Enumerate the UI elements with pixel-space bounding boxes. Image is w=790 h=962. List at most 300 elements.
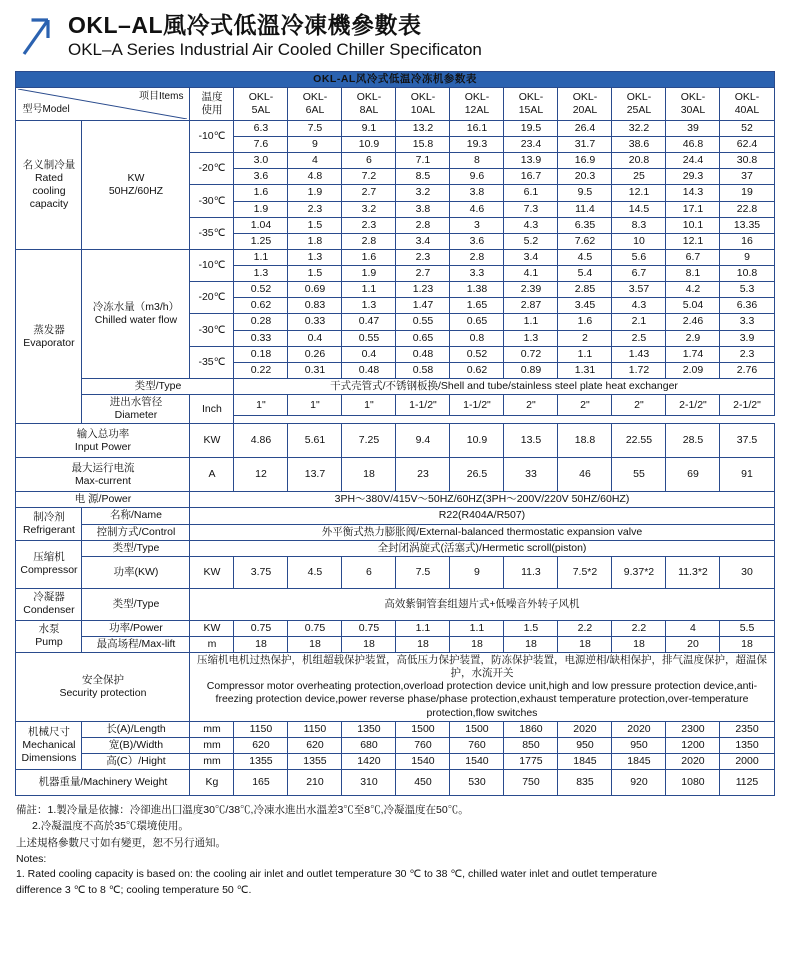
max-current-4: 26.5: [450, 458, 504, 492]
dimension-width-9: 1350: [720, 737, 774, 753]
power-supply-value: 3PH～380V/415V～50HZ/60HZ(3PH～200V/220V 50HZ/60HZ): [190, 492, 774, 508]
dimension-height-9: 2000: [720, 753, 774, 769]
evap--20-top-9: 5.3: [720, 282, 774, 298]
evap--30-top-1: 0.33: [288, 314, 342, 330]
input-power-7: 22.55: [612, 424, 666, 458]
compressor-power-0: 3.75: [234, 556, 288, 588]
capacity--30-top-5: 6.1: [504, 185, 558, 201]
pump-lift-4: 18: [450, 636, 504, 652]
evap-diameter-7: 2": [612, 395, 666, 416]
evap-type-value: 干式壳管式/不锈钢板换/Shell and tube/stainless steel plate heat exchanger: [234, 378, 774, 394]
arrow-logo-icon: [18, 14, 64, 58]
evap-diameter-5: 2": [504, 395, 558, 416]
compressor-power-unit: KW: [190, 556, 234, 588]
capacity--20-bot-8: 29.3: [666, 169, 720, 185]
capacity--35-bot-1: 1.8: [288, 233, 342, 249]
dimension-unit-width: mm: [190, 737, 234, 753]
evap--20-bot-7: 4.3: [612, 298, 666, 314]
capacity--20-bot-4: 9.6: [450, 169, 504, 185]
evap-type-label: 类型/Type: [82, 378, 234, 394]
capacity--30-top-8: 14.3: [666, 185, 720, 201]
evap-diameter-4: 1-1/2": [450, 395, 504, 416]
model-header-row: [16, 87, 774, 120]
note-line-1: 備註：1.製冷量是依據：冷卻進出囗溫度30℃/38℃,冷凍水進出水溫差3℃至8℃,冷凝溫度在50℃。: [16, 804, 469, 817]
capacity--35-top-5: 4.3: [504, 217, 558, 233]
evap--20-bot-9: 6.36: [720, 298, 774, 314]
weight-3: 450: [396, 770, 450, 796]
pump-power-unit: KW: [190, 620, 234, 636]
evap--30-top-4: 0.65: [450, 314, 504, 330]
max-current-8: 69: [666, 458, 720, 492]
evap--10-bot-5: 4.1: [504, 266, 558, 282]
capacity--10-bot-2: 10.9: [342, 137, 396, 153]
dimension-width-2: 680: [342, 737, 396, 753]
capacity--10-top-7: 32.2: [612, 120, 666, 136]
dimension-length-2: 1350: [342, 721, 396, 737]
evap--20-bot-8: 5.04: [666, 298, 720, 314]
dimension-width-4: 760: [450, 737, 504, 753]
evap--35-bot-9: 2.76: [720, 362, 774, 378]
pump-lift-label: 最高场程/Max-lift: [82, 636, 190, 652]
table-banner: OKL-AL风冷式低温冷冻机参数表: [16, 71, 774, 87]
evap--30-bot-2: 0.55: [342, 330, 396, 346]
model-header-9: OKL- 40AL: [720, 87, 774, 120]
evap--10-bot-8: 8.1: [666, 266, 720, 282]
capacity--35-bot-7: 10: [612, 233, 666, 249]
capacity--20-top-7: 20.8: [612, 153, 666, 169]
evap-diameter-6: 2": [558, 395, 612, 416]
pump-lift-7: 18: [612, 636, 666, 652]
capacity--35-bot-6: 7.62: [558, 233, 612, 249]
model-header-0: OKL- 5AL: [234, 87, 288, 120]
capacity--35-bot-2: 2.8: [342, 233, 396, 249]
weight-1: 210: [288, 770, 342, 796]
weight-5: 750: [504, 770, 558, 796]
capacity--30-top-7: 12.1: [612, 185, 666, 201]
evap--20-bot-4: 1.65: [450, 298, 504, 314]
input-power-4: 10.9: [450, 424, 504, 458]
capacity--35-top-3: 2.8: [396, 217, 450, 233]
capacity--10-top-2: 9.1: [342, 120, 396, 136]
dimension-width-6: 950: [558, 737, 612, 753]
evap--35-bot-3: 0.58: [396, 362, 450, 378]
pump-lift-9: 18: [720, 636, 774, 652]
compressor-type-value: 全封闭涡旋式(活塞式)/Hermetic scroll(piston): [190, 540, 774, 556]
input-power-0: 4.86: [234, 424, 288, 458]
section-label-dimensions: 机械尺寸 Mechanical Dimensions: [16, 721, 82, 769]
evap--10-top-3: 2.3: [396, 249, 450, 265]
capacity--35-bot-3: 3.4: [396, 233, 450, 249]
pump-power-2: 0.75: [342, 620, 396, 636]
max-current-1: 13.7: [288, 458, 342, 492]
pump-lift-3: 18: [396, 636, 450, 652]
capacity-temp--35: -35℃: [190, 217, 234, 249]
dimension-length-7: 2020: [612, 721, 666, 737]
compressor-power-3: 7.5: [396, 556, 450, 588]
capacity--35-top-8: 10.1: [666, 217, 720, 233]
input-power-1: 5.61: [288, 424, 342, 458]
max-current-0: 12: [234, 458, 288, 492]
evap--10-top-0: 1.1: [234, 249, 288, 265]
evap--20-bot-2: 1.3: [342, 298, 396, 314]
capacity--30-top-4: 3.8: [450, 185, 504, 201]
max-current-7: 55: [612, 458, 666, 492]
capacity--35-top-2: 2.3: [342, 217, 396, 233]
capacity--20-top-9: 30.8: [720, 153, 774, 169]
capacity--30-bot-0: 1.9: [234, 201, 288, 217]
safety-label: 安全保护 Security protection: [16, 653, 190, 722]
dimension-length-4: 1500: [450, 721, 504, 737]
evap--10-bot-2: 1.9: [342, 266, 396, 282]
weight-0: 165: [234, 770, 288, 796]
dimension-width-7: 950: [612, 737, 666, 753]
dimension-length-0: 1150: [234, 721, 288, 737]
evap--20-bot-0: 0.62: [234, 298, 288, 314]
page-title-en: OKL–A Series Industrial Air Cooled Chiller Specificaton: [68, 40, 482, 60]
evap--35-bot-6: 1.31: [558, 362, 612, 378]
compressor-power-9: 30: [720, 556, 774, 588]
capacity--30-bot-3: 3.8: [396, 201, 450, 217]
pump-lift-6: 18: [558, 636, 612, 652]
evap-diameter-1: 1": [288, 395, 342, 416]
capacity--20-top-1: 4: [288, 153, 342, 169]
note-line-6: difference 3 ℃ to 8 ℃; cooling temperature 50 ℃.: [16, 883, 252, 896]
dimension-label-height: 高(C）/Hight: [82, 753, 190, 769]
input-power-8: 28.5: [666, 424, 720, 458]
evap--30-top-7: 2.1: [612, 314, 666, 330]
capacity--20-top-3: 7.1: [396, 153, 450, 169]
evap-diameter-unit: Inch: [190, 395, 234, 424]
evap-temp--10: -10℃: [190, 249, 234, 281]
refrigerant-control-value: 外平衡式热力膨胀阀/External-balanced thermostatic expansion valve: [190, 524, 774, 540]
capacity--35-top-0: 1.04: [234, 217, 288, 233]
evap--20-top-5: 2.39: [504, 282, 558, 298]
dimension-height-2: 1420: [342, 753, 396, 769]
evap--10-bot-7: 6.7: [612, 266, 666, 282]
model-header-4: OKL- 12AL: [450, 87, 504, 120]
evap--30-bot-0: 0.33: [234, 330, 288, 346]
safety-value: [190, 653, 774, 722]
capacity--30-top-1: 1.9: [288, 185, 342, 201]
max-current-5: 33: [504, 458, 558, 492]
refrigerant-name-label: 名称/Name: [82, 508, 190, 524]
compressor-power-2: 6: [342, 556, 396, 588]
evap--20-bot-1: 0.83: [288, 298, 342, 314]
capacity--10-bot-4: 19.3: [450, 137, 504, 153]
capacity--35-top-7: 8.3: [612, 217, 666, 233]
capacity--30-bot-8: 17.1: [666, 201, 720, 217]
power-supply-label: 电 源/Power: [16, 492, 190, 508]
evap-flow-label: 冷冻水量（m3/h） Chilled water flow: [82, 249, 190, 378]
evap--35-top-0: 0.18: [234, 346, 288, 362]
pump-power-3: 1.1: [396, 620, 450, 636]
dimension-height-5: 1775: [504, 753, 558, 769]
evap--20-bot-3: 1.47: [396, 298, 450, 314]
weight-2: 310: [342, 770, 396, 796]
capacity--20-top-0: 3.0: [234, 153, 288, 169]
evap--30-bot-1: 0.4: [288, 330, 342, 346]
condenser-type-value: 高效紫铜管套组翅片式+低噪音外转子风机: [190, 588, 774, 620]
section-label-compressor: 压缩机 Compressor: [16, 540, 82, 588]
capacity--20-bot-1: 4.8: [288, 169, 342, 185]
dimension-label-length: 长(A)/Length: [82, 721, 190, 737]
max-current-9: 91: [720, 458, 774, 492]
max-current-row: [16, 458, 774, 492]
evap--35-bot-1: 0.31: [288, 362, 342, 378]
pump-lift-row: [16, 636, 774, 652]
dimension-width-1: 620: [288, 737, 342, 753]
evap-diameter-label: 进出水管径 Diameter: [82, 395, 190, 424]
capacity--35-bot-4: 3.6: [450, 233, 504, 249]
pump-power-0: 0.75: [234, 620, 288, 636]
compressor-type-label: 类型/Type: [82, 540, 190, 556]
evap--10-top-2: 1.6: [342, 249, 396, 265]
evap--20-bot-6: 3.45: [558, 298, 612, 314]
dimension-height-3: 1540: [396, 753, 450, 769]
max-current-label: 最大运行电流 Max-current: [16, 458, 190, 492]
evap--30-bot-7: 2.5: [612, 330, 666, 346]
model-header-3: OKL- 10AL: [396, 87, 450, 120]
capacity--35-top-1: 1.5: [288, 217, 342, 233]
evap--35-top-8: 1.74: [666, 346, 720, 362]
compressor-type-row: [16, 540, 774, 556]
capacity--10-top-1: 7.5: [288, 120, 342, 136]
capacity-unit-label: KW 50HZ/60HZ: [82, 120, 190, 249]
refrigerant-name-value: R22(R404A/R507): [190, 508, 774, 524]
dimension-row-width: [16, 737, 774, 753]
evap-diameter-row: [16, 395, 774, 416]
evap--30-bot-4: 0.8: [450, 330, 504, 346]
weight-label: 机器重量/Machinery Weight: [16, 770, 190, 796]
capacity--10-bot-8: 46.8: [666, 137, 720, 153]
evap-diameter-3: 1-1/2": [396, 395, 450, 416]
dimension-height-7: 1845: [612, 753, 666, 769]
capacity--10-top-5: 19.5: [504, 120, 558, 136]
capacity--20-bot-9: 37: [720, 169, 774, 185]
dimension-width-3: 760: [396, 737, 450, 753]
pump-power-9: 5.5: [720, 620, 774, 636]
capacity--30-bot-7: 14.5: [612, 201, 666, 217]
evap--10-bot-0: 1.3: [234, 266, 288, 282]
capacity--35-bot-8: 12.1: [666, 233, 720, 249]
evap--35-top-3: 0.48: [396, 346, 450, 362]
max-current-6: 46: [558, 458, 612, 492]
evap--10-top-1: 1.3: [288, 249, 342, 265]
weight-7: 920: [612, 770, 666, 796]
dimension-height-6: 1845: [558, 753, 612, 769]
evap--30-bot-8: 2.9: [666, 330, 720, 346]
pump-power-label: 功率/Power: [82, 620, 190, 636]
weight-4: 530: [450, 770, 504, 796]
power-supply-row: [16, 492, 774, 508]
pump-lift-8: 20: [666, 636, 720, 652]
weight-unit: Kg: [190, 770, 234, 796]
model-header-6: OKL- 20AL: [558, 87, 612, 120]
safety-row: [16, 653, 774, 722]
dimension-width-5: 850: [504, 737, 558, 753]
pump-power-row: [16, 620, 774, 636]
evap-temp--20: -20℃: [190, 282, 234, 314]
dimension-row-height: [16, 753, 774, 769]
evap--20-top-2: 1.1: [342, 282, 396, 298]
capacity--20-bot-0: 3.6: [234, 169, 288, 185]
capacity--10-top-9: 52: [720, 120, 774, 136]
section-label-condenser: 冷凝器 Condenser: [16, 588, 82, 620]
refrigerant-name-row: [16, 508, 774, 524]
dimension-length-5: 1860: [504, 721, 558, 737]
section-label-capacity: 名义制冷量 Rated cooling capacity: [16, 120, 82, 249]
evap--30-bot-9: 3.9: [720, 330, 774, 346]
evap--10-top-4: 2.8: [450, 249, 504, 265]
evap--35-top-5: 0.72: [504, 346, 558, 362]
evap-diameter-8: 2-1/2": [666, 395, 720, 416]
section-label-evaporator: 蒸发器 Evaporator: [16, 249, 82, 423]
evap--30-bot-5: 1.3: [504, 330, 558, 346]
evap--30-bot-3: 0.65: [396, 330, 450, 346]
weight-6: 835: [558, 770, 612, 796]
evap--20-top-8: 4.2: [666, 282, 720, 298]
condenser-type-label: 类型/Type: [82, 588, 190, 620]
note-line-4: Notes:: [16, 852, 47, 865]
evap--30-top-9: 3.3: [720, 314, 774, 330]
note-line-3: 上述規格參數尺寸如有變更，恕不另行通知。: [16, 836, 226, 849]
model-header-2: OKL- 8AL: [342, 87, 396, 120]
dimension-height-8: 2020: [666, 753, 720, 769]
pump-lift-0: 18: [234, 636, 288, 652]
page-title-cn: OKL–AL風冷式低溫冷凍機參數表: [68, 12, 422, 38]
capacity--30-bot-2: 3.2: [342, 201, 396, 217]
capacity--30-bot-6: 11.4: [558, 201, 612, 217]
notes-block: [16, 802, 774, 899]
capacity--20-bot-7: 25: [612, 169, 666, 185]
max-current-2: 18: [342, 458, 396, 492]
weight-row: [16, 770, 774, 796]
pump-power-6: 2.2: [558, 620, 612, 636]
input-power-3: 9.4: [396, 424, 450, 458]
evap--10-bot-6: 5.4: [558, 266, 612, 282]
capacity--35-top-6: 6.35: [558, 217, 612, 233]
evap--20-top-7: 3.57: [612, 282, 666, 298]
evap--20-top-1: 0.69: [288, 282, 342, 298]
capacity--35-top-4: 3: [450, 217, 504, 233]
model-header-1: OKL- 6AL: [288, 87, 342, 120]
compressor-power-6: 7.5*2: [558, 556, 612, 588]
dimension-width-0: 620: [234, 737, 288, 753]
safety-text-en: Compressor motor overheating protection,overload protection device unit,high and low pressure protection device,anti-freezing protection device,power reverse phase/phase protection,exhaust temperature protection,over-temperature protection,flow switches: [206, 680, 758, 719]
section-label-pump: 水泵 Pump: [16, 620, 82, 652]
evap--35-bot-5: 0.89: [504, 362, 558, 378]
evap--35-bot-7: 1.72: [612, 362, 666, 378]
evap--30-top-0: 0.28: [234, 314, 288, 330]
capacity--20-bot-2: 7.2: [342, 169, 396, 185]
corner-label-model: 型号Model: [22, 104, 70, 116]
input-power-row: [16, 424, 774, 458]
temp-use-header: 温度 使用: [190, 87, 234, 120]
pump-power-8: 4: [666, 620, 720, 636]
evap--30-top-8: 2.46: [666, 314, 720, 330]
capacity--20-top-8: 24.4: [666, 153, 720, 169]
input-power-unit: KW: [190, 424, 234, 458]
note-line-2: 2.冷凝溫度不高於35℃環境使用。: [32, 820, 189, 833]
dimension-label-width: 宽(B)/Width: [82, 737, 190, 753]
max-current-unit: A: [190, 458, 234, 492]
capacity--20-bot-3: 8.5: [396, 169, 450, 185]
evap--35-top-2: 0.4: [342, 346, 396, 362]
refrigerant-control-row: [16, 524, 774, 540]
pump-lift-2: 18: [342, 636, 396, 652]
evap-diameter-9: 2-1/2": [720, 395, 774, 416]
model-header-5: OKL- 15AL: [504, 87, 558, 120]
compressor-power-8: 11.3*2: [666, 556, 720, 588]
input-power-9: 37.5: [720, 424, 774, 458]
dimension-height-4: 1540: [450, 753, 504, 769]
dimension-length-1: 1150: [288, 721, 342, 737]
evap--20-top-3: 1.23: [396, 282, 450, 298]
evap--20-top-4: 1.38: [450, 282, 504, 298]
evap-row--10: [16, 249, 774, 265]
compressor-power-1: 4.5: [288, 556, 342, 588]
weight-8: 1080: [666, 770, 720, 796]
capacity--30-bot-1: 2.3: [288, 201, 342, 217]
capacity--10-bot-7: 38.6: [612, 137, 666, 153]
capacity--30-top-6: 9.5: [558, 185, 612, 201]
evap--35-top-7: 1.43: [612, 346, 666, 362]
condenser-row: [16, 588, 774, 620]
capacity--30-top-0: 1.6: [234, 185, 288, 201]
capacity--20-top-4: 8: [450, 153, 504, 169]
section-label-refrigerant: 制冷剂 Refrigerant: [16, 508, 82, 540]
evap--10-top-5: 3.4: [504, 249, 558, 265]
capacity--10-top-0: 6.3: [234, 120, 288, 136]
evap--30-top-5: 1.1: [504, 314, 558, 330]
dimension-length-9: 2350: [720, 721, 774, 737]
input-power-5: 13.5: [504, 424, 558, 458]
input-power-6: 18.8: [558, 424, 612, 458]
capacity--35-bot-9: 16: [720, 233, 774, 249]
capacity--10-bot-0: 7.6: [234, 137, 288, 153]
refrigerant-control-label: 控制方式/Control: [82, 524, 190, 540]
compressor-power-label: 功率(KW): [82, 556, 190, 588]
evap--10-top-7: 5.6: [612, 249, 666, 265]
capacity--30-bot-5: 7.3: [504, 201, 558, 217]
pump-power-1: 0.75: [288, 620, 342, 636]
capacity--20-top-6: 16.9: [558, 153, 612, 169]
capacity--30-top-3: 3.2: [396, 185, 450, 201]
evap--35-top-1: 0.26: [288, 346, 342, 362]
max-current-3: 23: [396, 458, 450, 492]
capacity--10-top-8: 39: [666, 120, 720, 136]
evap--20-top-6: 2.85: [558, 282, 612, 298]
capacity--10-bot-1: 9: [288, 137, 342, 153]
evap-diameter-2: 1": [342, 395, 396, 416]
capacity--20-top-2: 6: [342, 153, 396, 169]
evap--20-bot-5: 2.87: [504, 298, 558, 314]
capacity--10-top-3: 13.2: [396, 120, 450, 136]
corner-header-cell: [16, 87, 190, 120]
model-header-8: OKL- 30AL: [666, 87, 720, 120]
capacity-temp--30: -30℃: [190, 185, 234, 217]
evap--30-top-6: 1.6: [558, 314, 612, 330]
evap-temp--30: -30℃: [190, 314, 234, 346]
capacity--35-top-9: 13.35: [720, 217, 774, 233]
note-line-5: 1. Rated cooling capacity is based on: the cooling air inlet and outlet temperature 30 ℃ to 38 ℃, chilled water inlet and outlet temperature: [16, 868, 658, 881]
evap-type-row: [16, 378, 774, 394]
evap-temp--35: -35℃: [190, 346, 234, 378]
evap--35-bot-2: 0.48: [342, 362, 396, 378]
evap--30-top-2: 0.47: [342, 314, 396, 330]
evap--10-bot-4: 3.3: [450, 266, 504, 282]
evap--20-top-0: 0.52: [234, 282, 288, 298]
